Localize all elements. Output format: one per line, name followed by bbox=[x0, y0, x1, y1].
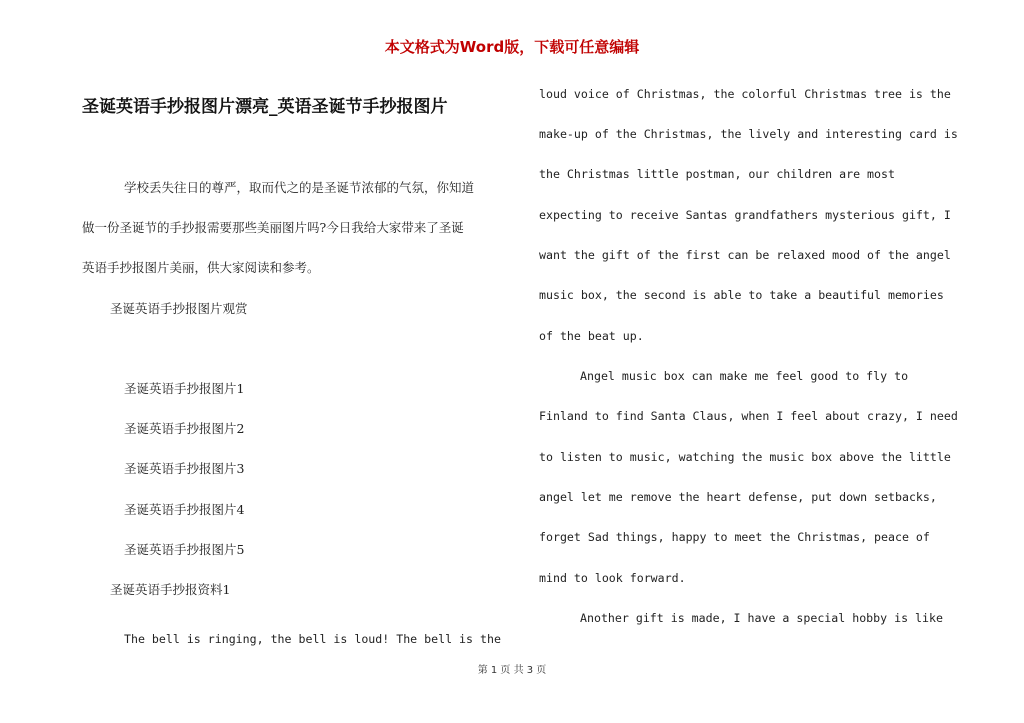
right-line-10: to listen to music, watching the music box above the little bbox=[539, 450, 951, 464]
intro-line-1: 学校丢失往日的尊严，取而代之的是圣诞节浓郁的气氛，你知道 bbox=[124, 180, 475, 195]
right-line-11: angel let me remove the heart defense, put down setbacks, bbox=[539, 490, 937, 504]
right-line-12: forget Sad things, happy to meet the Christmas, peace of bbox=[539, 530, 930, 544]
section-heading: 圣诞英语手抄报图片观赏 bbox=[110, 301, 248, 316]
right-line-1: loud voice of Christmas, the colorful Christmas tree is the bbox=[539, 87, 951, 101]
picture-caption-4: 圣诞英语手抄报图片4 bbox=[124, 502, 245, 517]
material-heading: 圣诞英语手抄报资料1 bbox=[110, 582, 231, 597]
picture-caption-5: 圣诞英语手抄报图片5 bbox=[124, 542, 245, 557]
page-number-footer: 第 1 页 共 3 页 bbox=[477, 665, 547, 676]
editable-notice-banner: 本文格式为Word版，下载可任意编辑 bbox=[384, 38, 640, 56]
intro-line-3: 英语手抄报图片美丽，供大家阅读和参考。 bbox=[82, 260, 320, 275]
right-line-6: music box, the second is able to take a beautiful memories bbox=[539, 288, 944, 302]
right-line-5: want the gift of the first can be relaxed mood of the angel bbox=[539, 248, 951, 262]
document-title: 圣诞英语手抄报图片漂亮_英语圣诞节手抄报图片 bbox=[82, 97, 448, 117]
intro-line-2: 做一份圣诞节的手抄报需要那些美丽图片吗?今日我给大家带来了圣诞 bbox=[82, 220, 464, 235]
right-line-7: of the beat up. bbox=[539, 329, 644, 343]
right-line-14: Another gift is made, I have a special hobby is like bbox=[580, 611, 943, 625]
right-line-9: Finland to find Santa Claus, when I feel about crazy, I need bbox=[539, 409, 958, 423]
picture-caption-1: 圣诞英语手抄报图片1 bbox=[124, 381, 245, 396]
right-line-3: the Christmas little postman, our children are most bbox=[539, 167, 895, 181]
right-line-4: expecting to receive Santas grandfathers mysterious gift, I bbox=[539, 208, 951, 222]
right-line-13: mind to look forward. bbox=[539, 571, 686, 585]
picture-caption-3: 圣诞英语手抄报图片3 bbox=[124, 461, 245, 476]
picture-caption-2: 圣诞英语手抄报图片2 bbox=[124, 421, 245, 436]
right-line-8: Angel music box can make me feel good to fly to bbox=[580, 369, 909, 383]
right-line-2: make-up of the Christmas, the lively and interesting card is bbox=[539, 127, 958, 141]
english-paragraph-start: The bell is ringing, the bell is loud! The bell is the bbox=[124, 632, 501, 646]
